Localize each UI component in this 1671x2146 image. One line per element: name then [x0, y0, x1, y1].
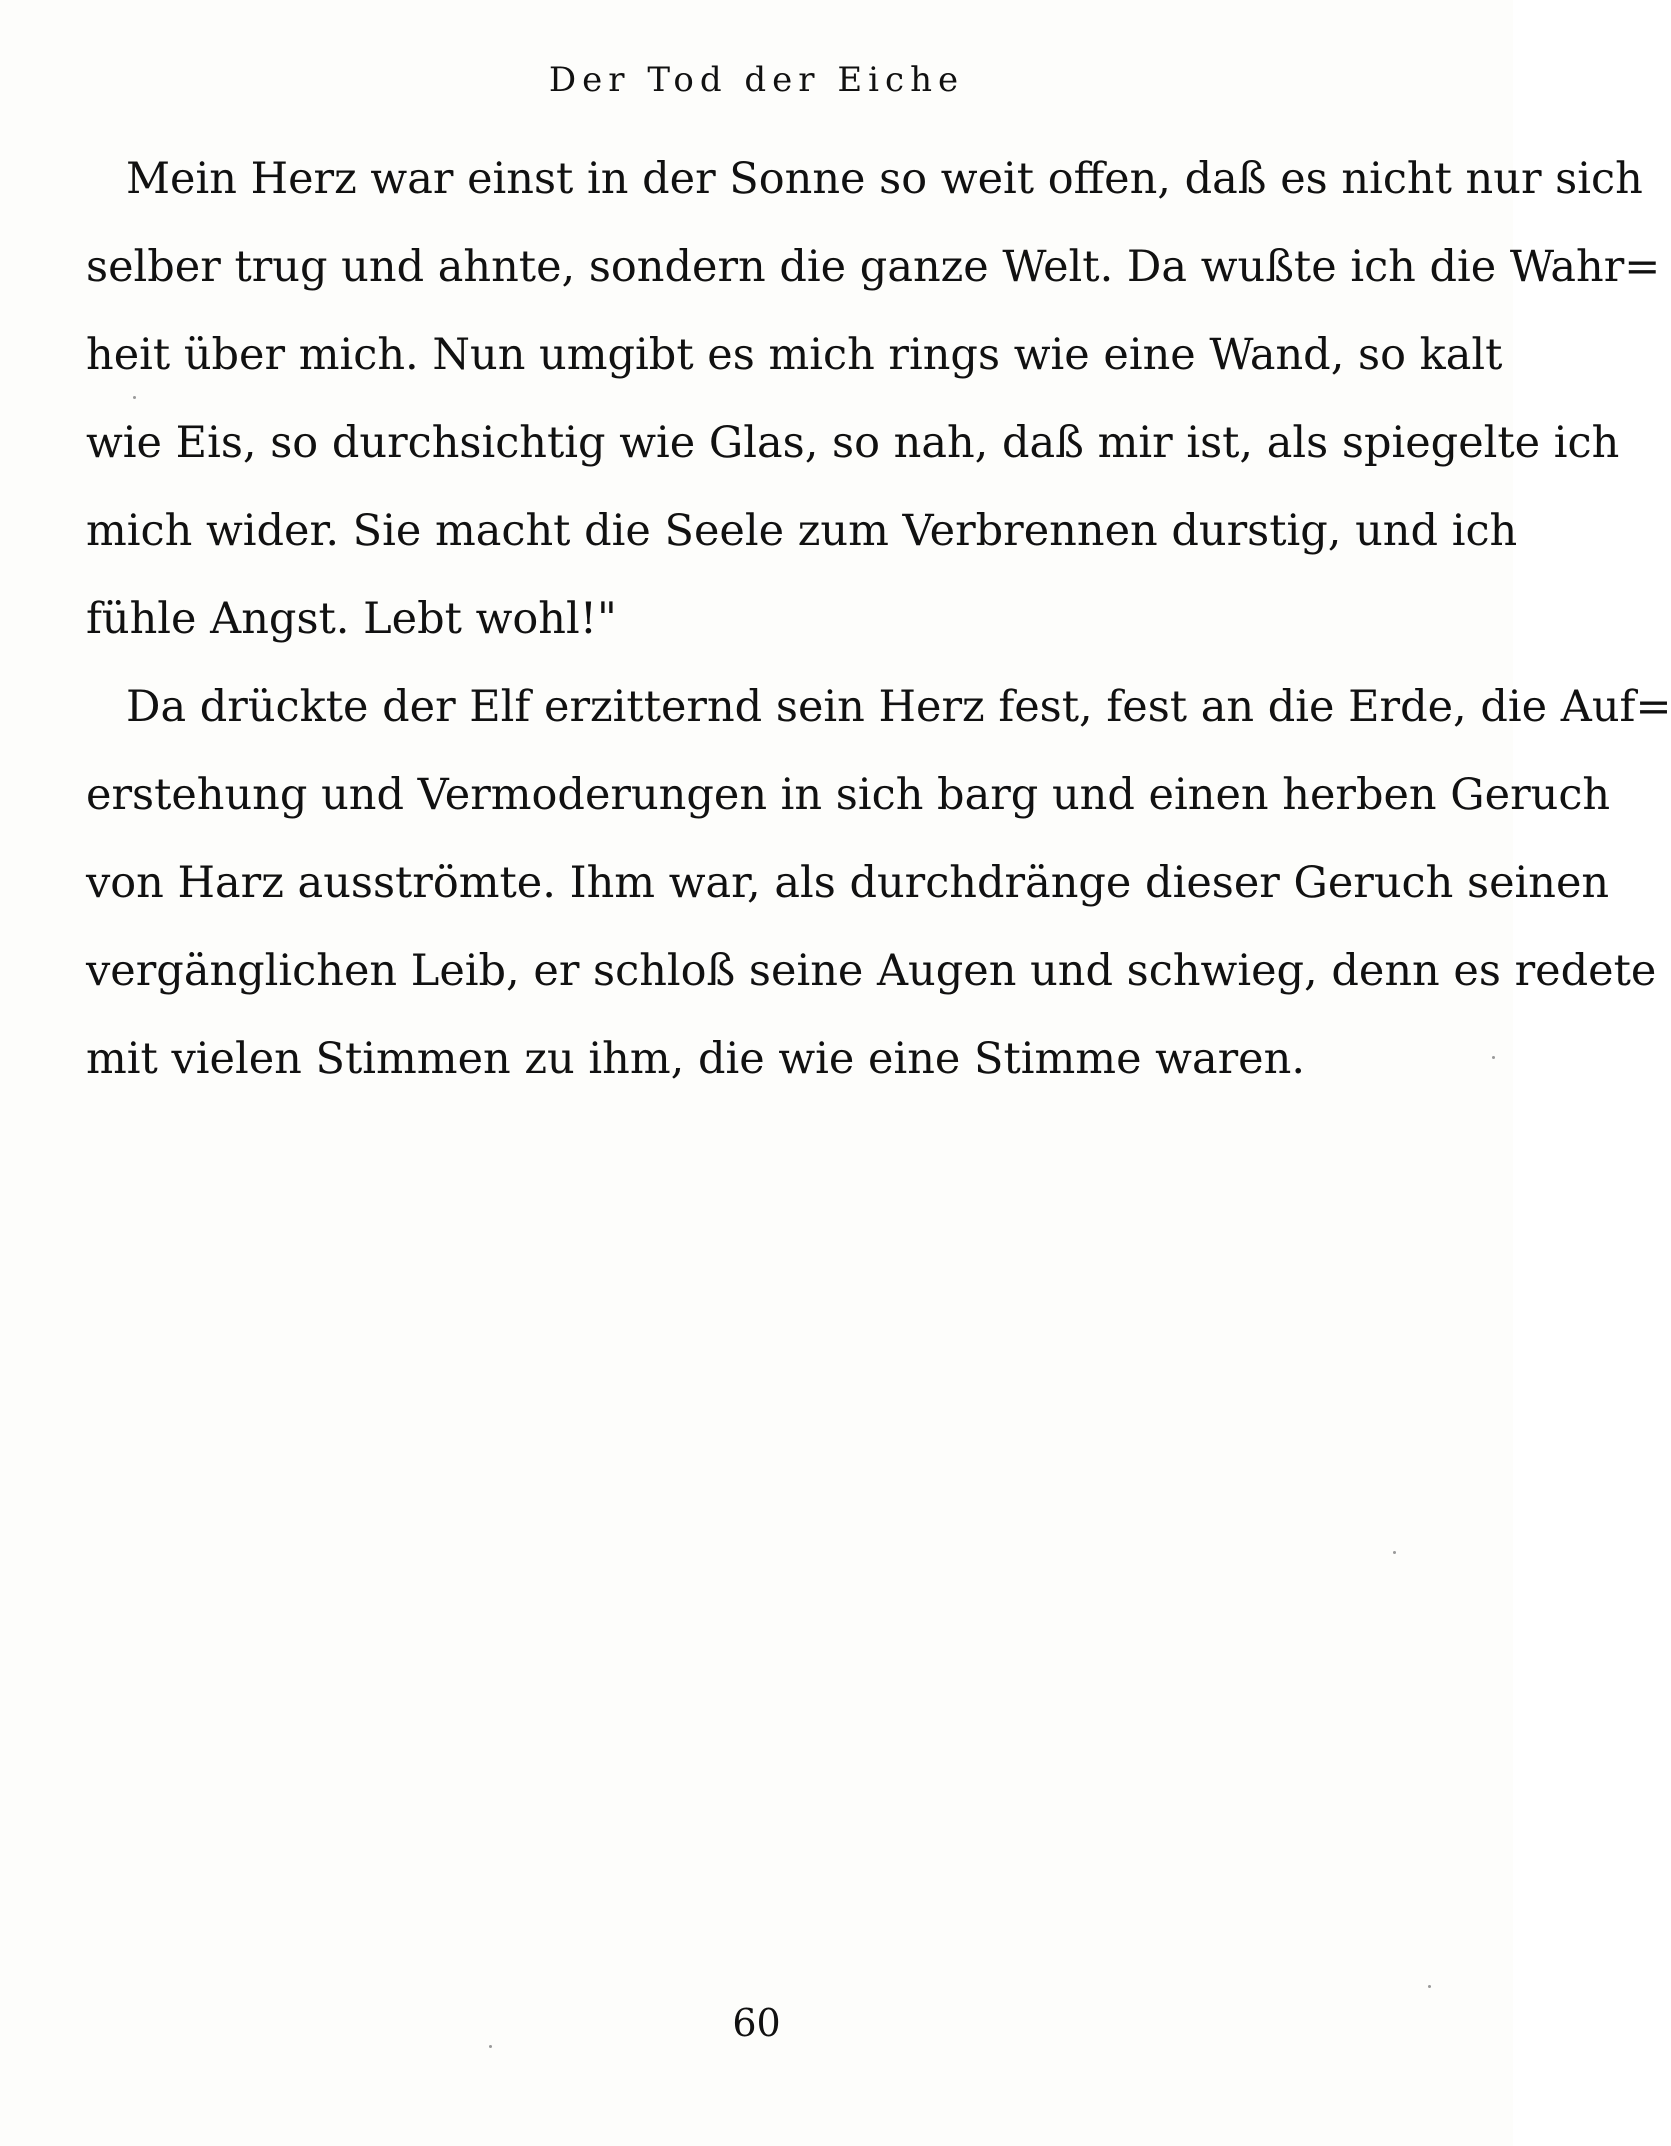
paragraph: [86, 663, 1671, 1103]
page-number: 60: [732, 2001, 781, 2045]
paper-speck: [1492, 1056, 1495, 1059]
paragraph: [86, 135, 1661, 663]
text-line: Mein Herz war einst in der Sonne so weit offen, daß es nicht nur sich: [126, 154, 1643, 204]
paper-speck: [133, 396, 136, 399]
text-line: vergänglichen Leib, er schloß seine Augen und schwieg, denn es redete: [86, 946, 1657, 996]
running-head: Der Tod der Eiche: [548, 60, 965, 100]
text-line: fühle Angst. Lebt wohl!": [86, 594, 617, 644]
text-line: von Harz ausströmte. Ihm war, als durchdränge dieser Geruch seinen: [86, 858, 1610, 908]
text-line: selber trug und ahnte, sondern die ganze Welt. Da wußte ich die Wahr=: [86, 242, 1661, 292]
text-line: heit über mich. Nun umgibt es mich rings wie eine Wand, so kalt: [86, 330, 1503, 380]
paper-speck: [1428, 1985, 1431, 1988]
paper-speck: [489, 2045, 492, 2048]
body-text: [86, 135, 1671, 1103]
paper-speck: [1393, 1551, 1396, 1554]
text-line: erstehung und Vermoderungen in sich barg und einen herben Geruch: [86, 770, 1611, 820]
text-line: Da drückte der Elf erzitternd sein Herz fest, fest an die Erde, die Auf=: [126, 682, 1671, 732]
text-line: wie Eis, so durchsichtig wie Glas, so nah, daß mir ist, als spiegelte ich: [86, 418, 1620, 468]
text-line: mich wider. Sie macht die Seele zum Verbrennen durstig, und ich: [86, 506, 1518, 556]
text-line: mit vielen Stimmen zu ihm, die wie eine Stimme waren.: [86, 1034, 1305, 1084]
